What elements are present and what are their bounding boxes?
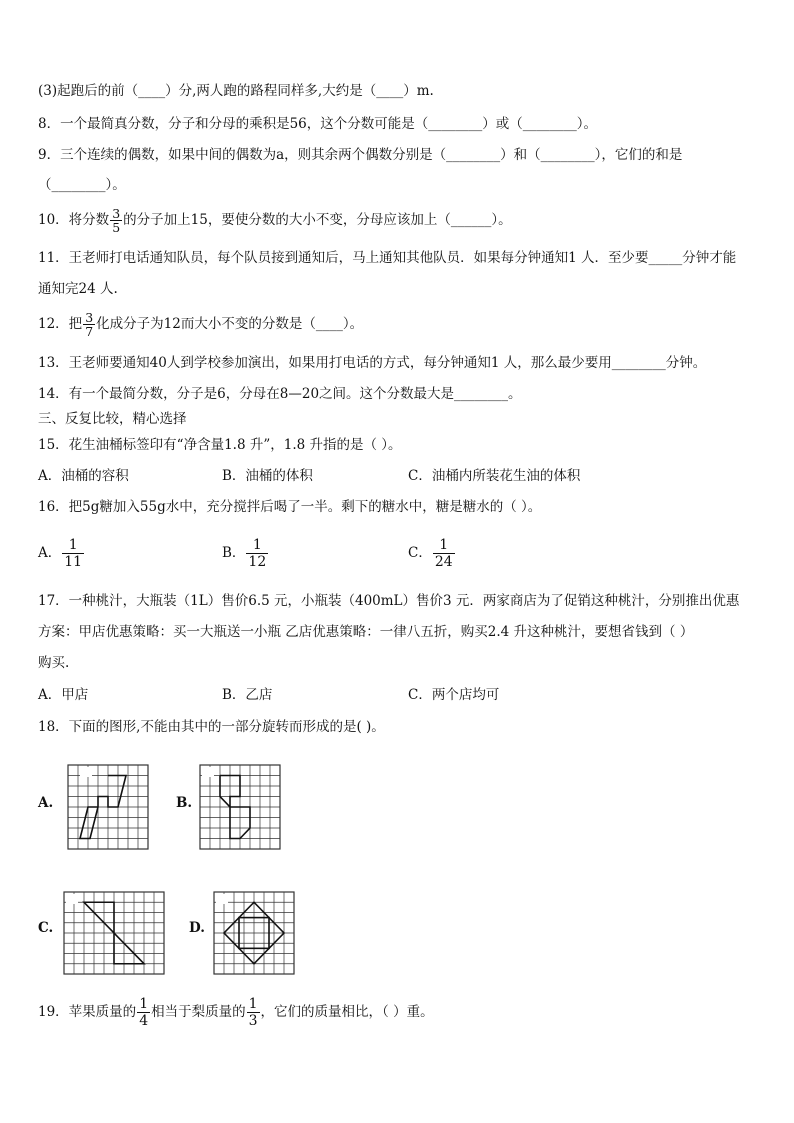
q17-option-a: A．甲店 xyxy=(38,687,89,703)
q12-text xyxy=(38,309,764,339)
q18-figure-b xyxy=(198,763,282,851)
q16-option-b-numerator: 1 xyxy=(246,537,268,554)
q19-denominator-1: 4 xyxy=(139,1013,149,1029)
q18-figure-a xyxy=(66,763,150,851)
q8-text: 8．一个最简真分数，分子和分母的乘积是56，这个分数可能是（________）或（________）。 xyxy=(38,116,598,132)
q15-option-a: A．油桶的容积 xyxy=(38,468,129,484)
q17-line1: 17．一种桃汁，大瓶装（1L）售价6.5 元，小瓶装（400mL）售价3 元．两家商店为了促销这种桃汁，分别推出优惠 xyxy=(38,593,740,609)
q16-option-c xyxy=(408,536,456,570)
q16-option-a-denominator: 11 xyxy=(64,554,83,570)
q16-option-c-label: C． xyxy=(408,545,432,561)
q19-denominator-2: 3 xyxy=(248,1013,258,1029)
q12-denominator: 7 xyxy=(85,324,94,339)
q16-option-b-denominator: 12 xyxy=(248,554,267,570)
q15-text: 15．花生油桶标签印有“净含量1.8 升”，1.8 升指的是（ ）。 xyxy=(38,437,402,453)
grid-lines xyxy=(214,892,294,974)
q18-figure-d xyxy=(212,890,296,976)
q17-option-c: C．两个店均可 xyxy=(408,687,500,703)
q12-suffix: 化成分子为12而大小不变的分数是（____）。 xyxy=(96,316,364,332)
q12-fraction xyxy=(83,311,95,338)
q19-fraction-1 xyxy=(137,996,150,1029)
q16-option-a-label: A． xyxy=(38,545,62,561)
q19-text xyxy=(38,994,764,1030)
q16-option-b xyxy=(222,536,269,570)
section-3-heading: 三、反复比较，精心选择 xyxy=(38,411,187,427)
q18-figure-a-label: A. xyxy=(38,795,54,811)
q16-option-a xyxy=(38,536,85,570)
q19-suffix: ，它们的质量相比，（ ）重。 xyxy=(260,1004,434,1020)
q10-denominator: 5 xyxy=(112,220,121,235)
q14-text: 14．有一个最简分数，分子是6，分母在8—20之间。这个分数最大是________。 xyxy=(38,386,522,402)
q16-option-b-label: B． xyxy=(222,545,246,561)
q10-fraction xyxy=(110,207,122,234)
q16-option-c-numerator: 1 xyxy=(433,537,455,554)
q17-option-b: B．乙店 xyxy=(222,687,273,703)
q9-line1: 9．三个连续的偶数，如果中间的偶数为a，则其余两个偶数分别是（________）和（________），它们的和是 xyxy=(38,147,683,163)
q10-numerator: 3 xyxy=(112,206,121,221)
q11-line2: 通知完24 人. xyxy=(38,281,118,297)
q10-prefix: 10．将分数 xyxy=(38,212,110,228)
q19-fraction-2 xyxy=(247,996,260,1029)
q18-text: 18．下面的图形,不能由其中的一部分旋转而形成的是( )。 xyxy=(38,719,385,735)
q10-suffix: 的分子加上15，要使分数的大小不变，分母应该加上（______）。 xyxy=(123,212,512,228)
q17-line3: 购买. xyxy=(38,655,70,671)
q16-option-b-fraction xyxy=(246,537,268,570)
q15-option-b: B．油桶的体积 xyxy=(222,468,313,484)
q18-figure-c xyxy=(62,890,166,976)
q11-line1: 11．王老师打电话通知队员，每个队员接到通知后，马上通知其他队员．如果每分钟通知1 人．至少要_____分钟才能 xyxy=(38,250,737,266)
q16-option-a-fraction xyxy=(62,537,84,570)
q19-numerator-1: 1 xyxy=(139,996,149,1012)
q9-line2: （________）。 xyxy=(38,177,126,193)
q16-text: 16．把5g糖加入55g水中，充分搅拌后喝了一半。剩下的糖水中，糖是糖水的（ ）。 xyxy=(38,499,542,515)
q18-figure-b-label: B. xyxy=(176,795,193,811)
q16-option-c-denominator: 24 xyxy=(434,554,453,570)
q19-numerator-2: 1 xyxy=(248,996,258,1012)
q12-prefix: 12．把 xyxy=(38,316,83,332)
q15-option-c: C．油桶内所装花生油的体积 xyxy=(408,468,581,484)
q18-figure-c-label: C. xyxy=(38,920,54,936)
q12-numerator: 3 xyxy=(85,310,94,325)
q16-option-c-fraction xyxy=(433,537,455,570)
q19-middle: 相当于梨质量的 xyxy=(151,1004,246,1020)
q10-text xyxy=(38,205,764,235)
q7-part3-text: (3)起跑后的前（____）分,两人跑的路程同样多,大约是（____）m. xyxy=(38,83,434,99)
q19-prefix: 19．苹果质量的 xyxy=(38,1004,137,1020)
q16-option-a-numerator: 1 xyxy=(62,537,84,554)
q18-figure-d-label: D. xyxy=(189,920,205,936)
q17-line2: 方案：甲店优惠策略：买一大瓶送一小瓶 乙店优惠策略：一律八五折，购买2.4 升这种桃汁，要想省钱到（ ） xyxy=(38,624,694,640)
q13-text: 13．王老师要通知40人到学校参加演出，如果用打电话的方式，每分钟通知1 人，那么最少要用________分钟。 xyxy=(38,355,707,371)
